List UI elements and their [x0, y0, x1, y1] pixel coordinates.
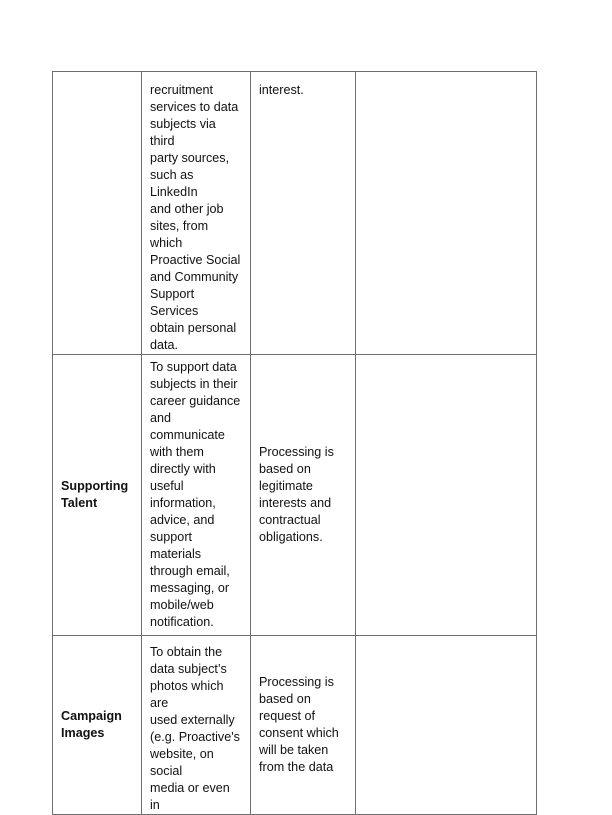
activity-cell [53, 355, 142, 636]
legal-basis-text: Processing is based on request of consent which will be taken from the data [259, 675, 339, 774]
notes-cell [356, 355, 537, 636]
purpose-cell [142, 72, 251, 355]
activity-label: Campaign Images [61, 709, 122, 740]
notes-cell [356, 636, 537, 815]
purpose-cell [142, 355, 251, 636]
purpose-text: To support data subjects in their career guidance and communicate with them directly with useful information, advice, and support materials through email, messaging, or mobile/web notification. [150, 360, 241, 629]
legal-basis-cell [251, 636, 356, 815]
legal-basis-text: interest. [259, 83, 304, 97]
activity-cell [53, 72, 142, 355]
legal-basis-cell [251, 355, 356, 636]
table-row [53, 72, 537, 355]
purpose-text: recruitment services to data subjects via third party sources, such as LinkedIn and other job sites, from which Proactive Social and Community Support Services obtain personal data. [150, 83, 241, 352]
legal-basis-text: Processing is based on legitimate interests and contractual obligations. [259, 445, 334, 544]
table-row [53, 636, 537, 815]
notes-cell [356, 72, 537, 355]
purpose-text: To obtain the data subject’s photos which are used externally (e.g. Proactive's website, on social media or even in [150, 645, 240, 812]
legal-basis-cell [251, 72, 356, 355]
activity-label: Supporting Talent [61, 479, 129, 510]
table-row [53, 355, 537, 636]
purpose-cell [142, 636, 251, 815]
activity-cell [53, 636, 142, 815]
data-processing-table [52, 71, 537, 815]
